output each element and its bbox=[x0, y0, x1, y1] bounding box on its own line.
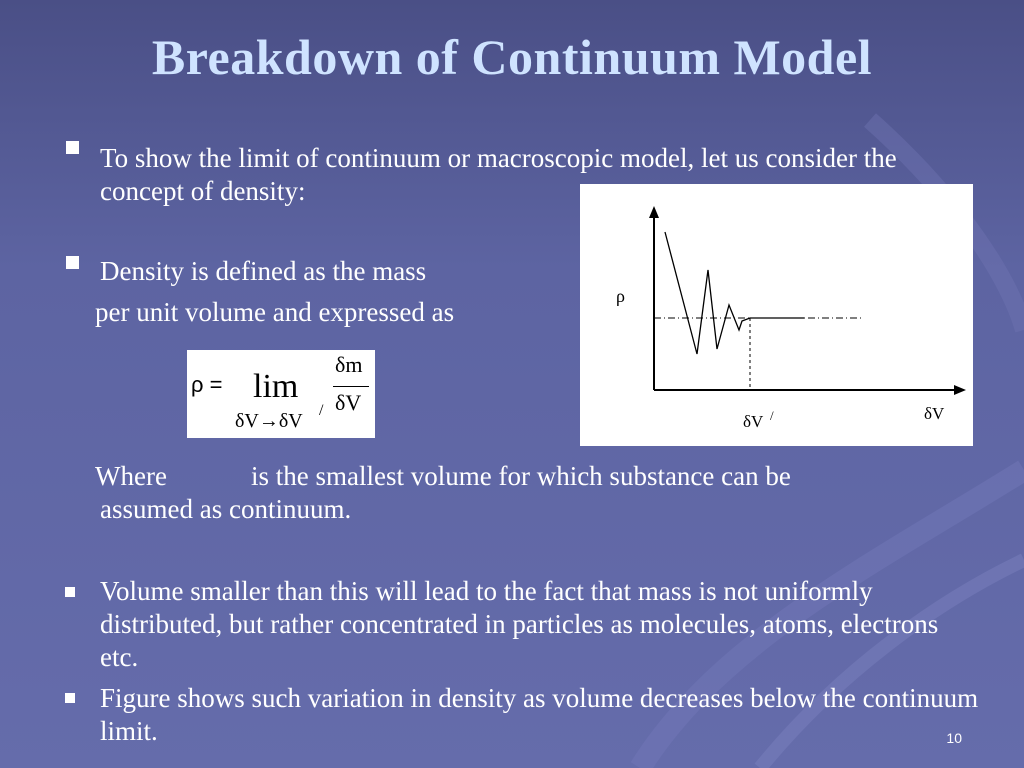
formula-subscript: δV→δV bbox=[235, 410, 303, 432]
marker-prime: / bbox=[770, 408, 774, 423]
bullet-square-icon bbox=[65, 587, 75, 597]
where-text: is the smallest volume for which substance can be bbox=[251, 461, 791, 491]
bullet-text-small-volume: Volume smaller than this will lead to the fact that mass is not uniformly distributed, but rather concentrated in particles as molecules, atoms, electrons etc. bbox=[100, 576, 939, 672]
density-plot bbox=[580, 184, 973, 446]
bullet-square-icon bbox=[65, 693, 75, 703]
formula-lim: lim bbox=[253, 368, 299, 405]
formula-numerator: δm bbox=[335, 352, 363, 377]
bullet-square-icon bbox=[66, 256, 79, 269]
page-number: 10 bbox=[946, 730, 962, 746]
marker-label: δV bbox=[743, 412, 764, 431]
fraction-bar bbox=[333, 386, 369, 387]
density-figure bbox=[580, 184, 973, 446]
where-label: Where bbox=[95, 461, 167, 491]
where-cont: assumed as continuum. bbox=[100, 494, 352, 524]
slide-title: Breakdown of Continuum Model bbox=[151, 29, 873, 85]
bullet-text-figure: Figure shows such variation in density as volume decreases below the continuum limit. bbox=[100, 683, 979, 746]
y-axis-arrow-icon bbox=[649, 206, 659, 218]
density-formula bbox=[187, 350, 375, 438]
bullet-text-limit: To show the limit of continuum or macroscopic model, let us consider the concept of density: bbox=[100, 143, 897, 206]
bullet-text-density: Density is defined as the mass bbox=[100, 256, 427, 286]
y-axis-label: ρ bbox=[616, 286, 625, 306]
bullet-text-density-cont: per unit volume and expressed as bbox=[95, 297, 455, 327]
x-axis-label: δV bbox=[924, 404, 945, 423]
bullet-square-icon bbox=[66, 141, 79, 154]
density-curve bbox=[665, 232, 804, 354]
formula-prime: / bbox=[319, 402, 324, 419]
formula-lhs: ρ = bbox=[191, 372, 223, 397]
formula-denominator: δV bbox=[335, 390, 362, 415]
x-axis-arrow-icon bbox=[954, 385, 966, 395]
